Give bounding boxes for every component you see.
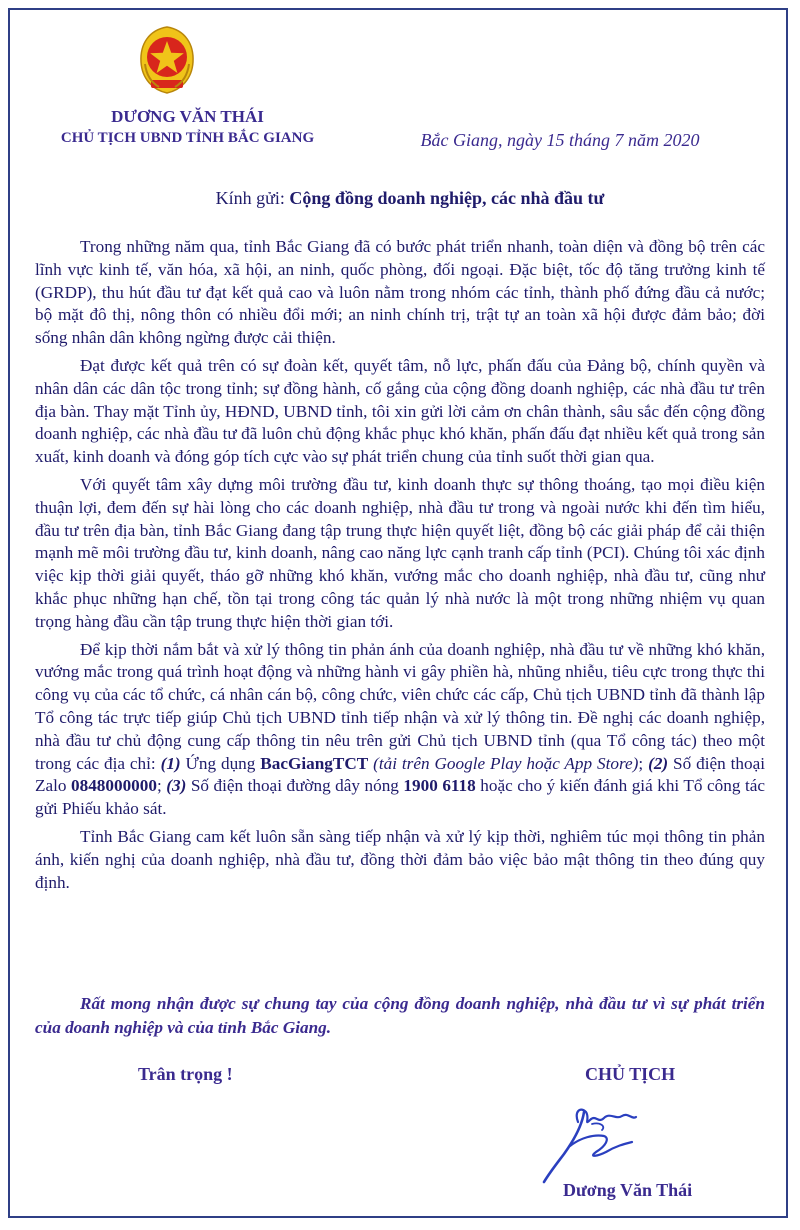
contact-number-2: (2) — [648, 753, 669, 773]
zalo-number: 0848000000 — [71, 776, 157, 796]
paragraph-3: Với quyết tâm xây dựng môi trường đầu tư, kinh doanh thực sự thông thoáng, tạo mọi điều kiện thuận lợi, đem đến sự hài lòng cho các doanh nghiệp, nhà đầu tư trong và ngoài nước khi đến tìm hiểu, đầu tư trên địa bàn, tỉnh Bắc Giang đang tập trung thực hiện quyết liệt, đồng bộ các giải pháp để cải thiện mạnh mẽ môi trường đầu tư, kinh doanh, nâng cao năng lực cạnh tranh cấp tỉnh (PCI). Chúng tôi xác định việc kịp thời giải quyết, tháo gỡ những khó khăn, vướng mắc cho doanh nghiệp, nhà đầu tư, cũng như khắc phục những hạn chế, tồn tại trong công tác quản lý nhà nước là một trong những nhiệm vụ quan trọng hàng đầu cần tập trung thực hiện thời gian tới. — [35, 474, 765, 631]
sender-name: DƯƠNG VĂN THÁI — [111, 107, 264, 126]
paragraph-4-text: ; — [156, 776, 167, 796]
paragraph-4-text: Để kịp thời nắm bắt và xử lý thông tin phản ánh của doanh nghiệp, nhà đầu tư về những khó khăn, vướng mắc trong quá trình hoạt động và những hành vi gây phiền hà, nhũng nhiễu, tiêu cực trong thực thi công vụ của các tổ chức, cá nhân cán bộ, công chức, viên chức các cấp, Chủ tịch UBND tỉnh đã thành lập Tổ công tác trực tiếp giúp Chủ tịch UBND tỉnh tiếp nhận và xử lý thông tin. Đề nghị các doanh nghiệp, nhà đầu tư chủ động cung cấp thông tin nêu trên gửi Chủ tịch UBND tỉnh (qua Tổ công tác) theo một trong các địa chỉ: — [35, 639, 765, 773]
signer-title: CHỦ TỊCH — [585, 1064, 676, 1084]
paragraph-4-text: Số điện thoại Zalo — [35, 753, 765, 796]
recipient-value: Cộng đồng doanh nghiệp, các nhà đầu tư — [289, 188, 605, 208]
contact-number-3: (3) — [166, 776, 187, 796]
letter-body — [35, 236, 765, 899]
hotline-number: 1900 6118 — [403, 776, 476, 796]
paragraph-4-text: Số điện thoại đường dây nóng — [186, 776, 404, 796]
regards-text: Trân trọng ! — [138, 1064, 233, 1084]
paragraph-4 — [35, 639, 765, 821]
paragraph-4-text: Ứng dụng — [180, 753, 261, 773]
paragraph-4-text: hoặc cho ý kiến đánh giá khi Tổ công tác gửi Phiếu khảo sát. — [35, 776, 765, 819]
handwritten-signature-icon — [540, 1100, 650, 1190]
paragraph-2: Đạt được kết quả trên có sự đoàn kết, quyết tâm, nỗ lực, phấn đấu của Đảng bộ, chính quyền và nhân dân các dân tộc trong tỉnh; sự đồng hành, cố gắng của cộng đồng doanh nghiệp, các nhà đầu tư trên địa bàn. Thay mặt Tỉnh ủy, HĐND, UBND tỉnh, tôi xin gửi lời cảm ơn chân thành, sâu sắc đến cộng đồng doanh nghiệp, các nhà đầu tư đã luôn chủ động khắc phục khó khăn, phấn đấu đạt nhiều kết quả trong sản xuất, kinh doanh và đóng góp tích cực vào sự phát triển chung của tỉnh suốt thời gian qua. — [35, 355, 765, 467]
national-emblem-icon — [133, 24, 201, 96]
date-line: Bắc Giang, ngày 15 tháng 7 năm 2020 — [420, 130, 700, 150]
contact-number-1: (1) — [160, 753, 181, 773]
paragraph-4-text: ; — [638, 753, 649, 773]
app-store-note: (tải trên Google Play hoặc App Store) — [368, 753, 639, 773]
recipient-line — [60, 188, 760, 209]
closing-statement: Rất mong nhận được sự chung tay của cộng đồng doanh nghiệp, nhà đầu tư vì sự phát triển của doanh nghiệp và của tỉnh Bắc Giang. — [35, 994, 765, 1037]
recipient-label: Kính gửi: — [215, 188, 285, 208]
paragraph-5: Tỉnh Bắc Giang cam kết luôn sẵn sàng tiếp nhận và xử lý kịp thời, nghiêm túc mọi thông tin phản ánh, kiến nghị của doanh nghiệp, nhà đầu tư, đồng thời đảm bảo việc bảo mật thông tin theo đúng quy định. — [35, 826, 765, 892]
sender-title: CHỦ TỊCH UBND TỈNH BẮC GIANG — [60, 130, 315, 146]
paragraph-1: Trong những năm qua, tỉnh Bắc Giang đã có bước phát triển nhanh, toàn diện và đồng bộ trên các lĩnh vực kinh tế, văn hóa, xã hội, an ninh, quốc phòng, đối ngoại. Đặc biệt, tốc độ tăng trưởng kinh tế (GRDP), thu hút đầu tư đạt kết quả cao và luôn nằm trong nhóm các tỉnh, thành phố đứng đầu cả nước; bộ mặt đô thị, nông thôn có nhiều đổi mới; an ninh chính trị, trật tự an toàn xã hội được đảm bảo; đời sống nhân dân không ngừng được cải thiện. — [35, 237, 765, 348]
app-name: BacGiangTCT — [260, 753, 369, 773]
signer-name: Dương Văn Thái — [563, 1180, 693, 1200]
